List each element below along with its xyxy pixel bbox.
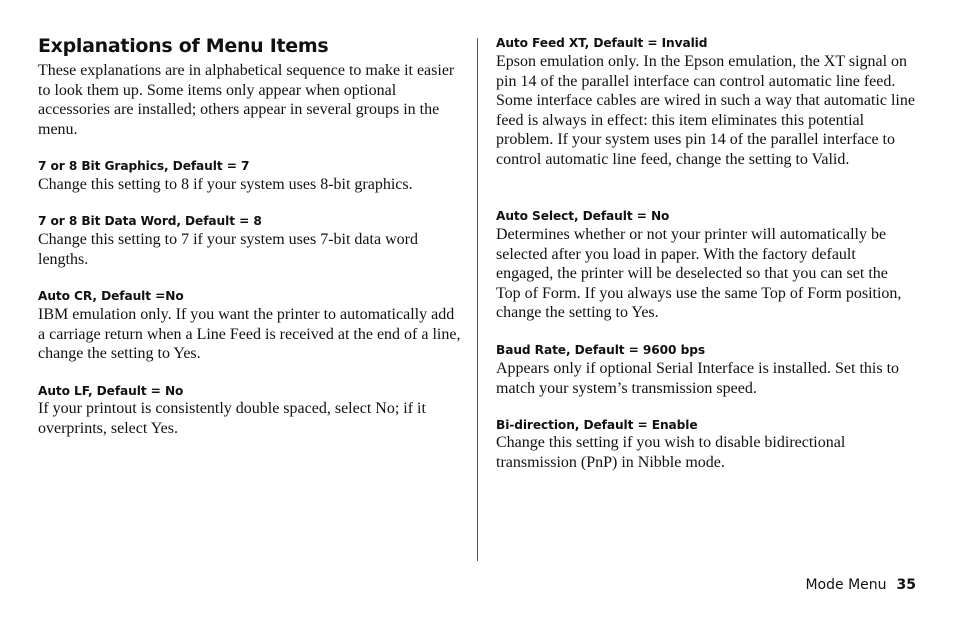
item-heading-bi-direction: Bi-direction, Default = Enable bbox=[496, 418, 698, 432]
item-text-bi-direction: Change this setting if you wish to disable bidirectional transmission (PnP) in Nibble mode. bbox=[496, 434, 846, 471]
item-heading-auto-lf: Auto LF, Default = No bbox=[38, 384, 184, 398]
page-footer bbox=[805, 576, 916, 594]
item-text-auto-feed-xt: Epson emulation only. In the Epson emulation, the XT signal on pin 14 of the parallel interface can control automatic line feed. Some interface cables are wired in such a way that automatic line feed is always in effect: this item eliminates this potential problem. If your system uses pin 14 of the parallel interface to control automatic line feed, change the setting to Valid. bbox=[496, 53, 915, 168]
item-heading-7-or-8-bit-data-word: 7 or 8 Bit Data Word, Default = 8 bbox=[38, 214, 262, 228]
item-text-7-or-8-bit-data-word: Change this setting to 7 if your system uses 7-bit data word lengths. bbox=[38, 231, 418, 268]
item-heading-auto-select: Auto Select, Default = No bbox=[496, 209, 670, 223]
item-text-baud-rate: Appears only if optional Serial Interface is installed. Set this to match your system’s transmission speed. bbox=[496, 360, 900, 397]
page-title: Explanations of Menu Items bbox=[38, 35, 329, 57]
item-heading-auto-feed-xt: Auto Feed XT, Default = Invalid bbox=[496, 36, 708, 50]
item-text-auto-lf: If your printout is consistently double spaced, select No; if it overprints, select Yes. bbox=[38, 400, 426, 437]
item-text-auto-select: Determines whether or not your printer will automatically be selected after you load in paper. With the factory default engaged, the printer will be deselected so that you can set the Top of Form. If you always use the same Top of Form position, change the setting to Yes. bbox=[496, 226, 902, 322]
item-heading-baud-rate: Baud Rate, Default = 9600 bps bbox=[496, 343, 705, 357]
item-heading-auto-cr: Auto CR, Default =No bbox=[38, 289, 184, 303]
intro-paragraph: These explanations are in alphabetical sequence to make it easier to look them up. Some items only appear when optional accessories are installed; others appear in several groups in the menu. bbox=[38, 62, 455, 138]
item-text-auto-cr: IBM emulation only. If you want the printer to automatically add a carriage return when a Line Feed is received at the end of a line, change the setting to Yes. bbox=[38, 306, 461, 363]
page-number: 35 bbox=[896, 577, 916, 593]
item-heading-7-or-8-bit-graphics: 7 or 8 Bit Graphics, Default = 7 bbox=[38, 159, 250, 173]
footer-section-name: Mode Menu bbox=[805, 577, 887, 593]
item-text-7-or-8-bit-graphics: Change this setting to 8 if your system uses 8-bit graphics. bbox=[38, 176, 413, 193]
column-divider bbox=[477, 38, 478, 561]
